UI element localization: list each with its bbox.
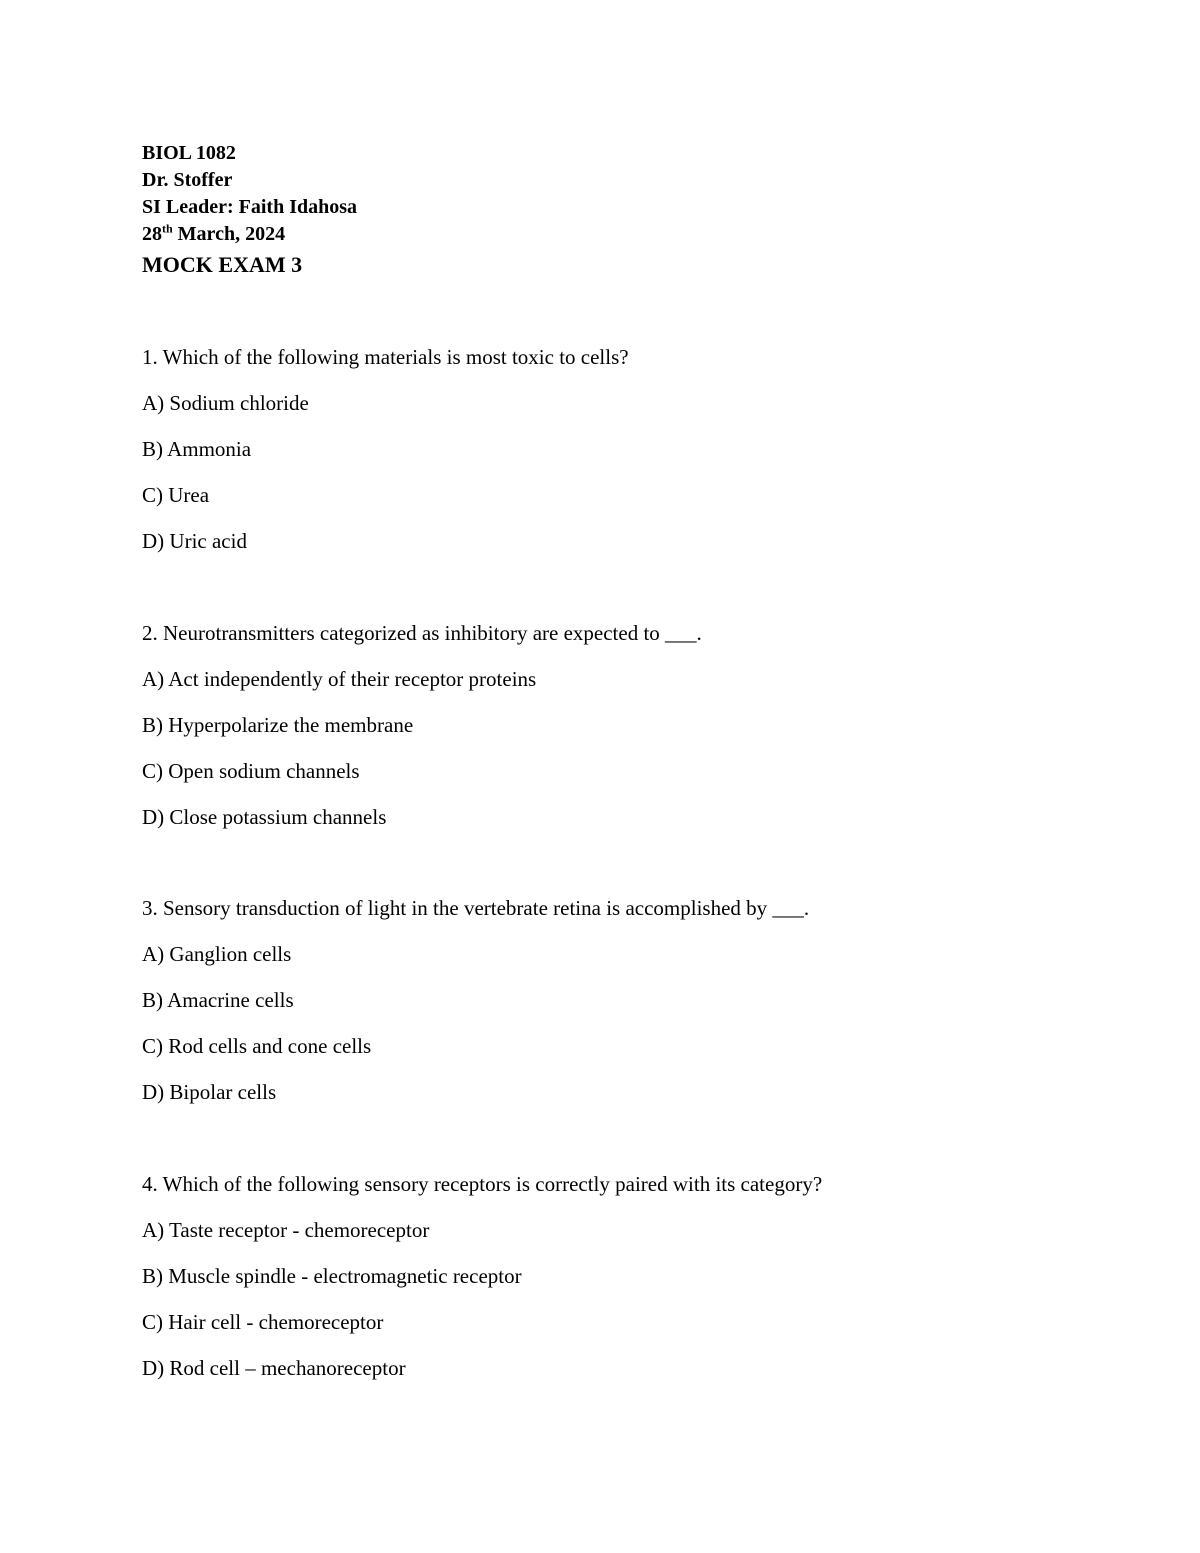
date-month-year: March, 2024 bbox=[172, 223, 286, 245]
question-2 bbox=[142, 618, 1102, 848]
answer-option-d: D) Rod cell – mechanoreceptor bbox=[142, 1356, 406, 1380]
answer-option-a: A) Taste receptor - chemoreceptor bbox=[142, 1218, 430, 1242]
question-3 bbox=[142, 893, 1102, 1123]
instructor-name: Dr. Stoffer bbox=[142, 169, 233, 191]
question-4 bbox=[142, 1169, 1102, 1399]
answer-option-c: C) Hair cell - chemoreceptor bbox=[142, 1310, 384, 1334]
answer-option-b: B) Hyperpolarize the membrane bbox=[142, 713, 414, 737]
question-text: 3. Sensory transduction of light in the vertebrate retina is accomplished by ___. bbox=[142, 896, 810, 920]
answer-option-a: A) Ganglion cells bbox=[142, 942, 292, 966]
answer-option-c: C) Rod cells and cone cells bbox=[142, 1034, 372, 1058]
si-leader: SI Leader: Faith Idahosa bbox=[142, 196, 358, 218]
date-suffix: th bbox=[162, 221, 173, 236]
answer-option-b: B) Amacrine cells bbox=[142, 988, 294, 1012]
question-text: 2. Neurotransmitters categorized as inhibitory are expected to ___. bbox=[142, 621, 702, 645]
course-code: BIOL 1082 bbox=[142, 142, 236, 164]
question-text: 1. Which of the following materials is most toxic to cells? bbox=[142, 345, 629, 369]
question-text: 4. Which of the following sensory receptors is correctly paired with its category? bbox=[142, 1172, 823, 1196]
question-1 bbox=[142, 342, 1102, 572]
exam-title: MOCK EXAM 3 bbox=[142, 252, 303, 277]
answer-option-d: D) Bipolar cells bbox=[142, 1080, 277, 1104]
answer-option-d: D) Uric acid bbox=[142, 529, 247, 553]
answer-option-b: B) Ammonia bbox=[142, 437, 252, 461]
answer-option-a: A) Sodium chloride bbox=[142, 391, 309, 415]
answer-option-c: C) Open sodium channels bbox=[142, 759, 360, 783]
answer-option-a: A) Act independently of their receptor proteins bbox=[142, 667, 537, 691]
answer-option-b: B) Muscle spindle - electromagnetic receptor bbox=[142, 1264, 522, 1288]
answer-option-c: C) Urea bbox=[142, 483, 210, 507]
document-header bbox=[142, 140, 1042, 281]
answer-option-d: D) Close potassium channels bbox=[142, 805, 387, 829]
exam-date bbox=[142, 221, 1042, 248]
date-day: 28 bbox=[142, 223, 162, 245]
